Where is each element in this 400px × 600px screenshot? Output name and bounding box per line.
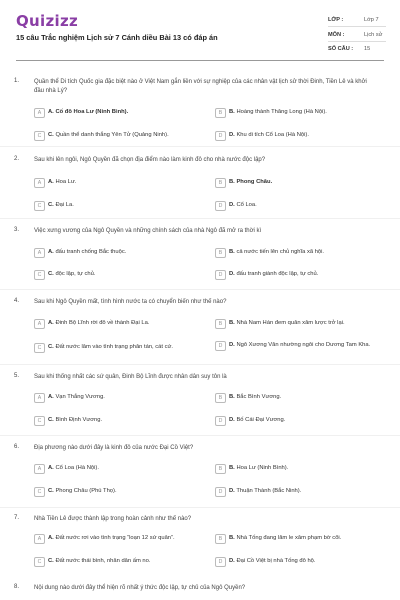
option-letter-box: A <box>34 248 45 258</box>
option-text: Khu di tích Cổ Loa (Hà Nội). <box>236 132 309 138</box>
question-number: 7. <box>14 515 20 521</box>
option-prefix: A. <box>48 465 54 471</box>
option-prefix: A. <box>48 109 54 115</box>
option-text: Thuận Thành (Bắc Ninh). <box>236 488 302 494</box>
option-prefix: C. <box>48 344 54 350</box>
option-letter-box: C <box>34 557 45 567</box>
option-prefix: B. <box>229 109 235 115</box>
option-text: Bố Cái Đại Vương. <box>236 417 286 423</box>
question-text: Sau khi Ngô Quyền mất, tình hình nước ta có chuyển biến như thế nào? <box>34 299 227 305</box>
option-text: Đại Cồ Việt bị nhà Tống đô hộ. <box>236 558 316 564</box>
option-letter-box: B <box>215 248 226 258</box>
header-divider <box>16 60 384 61</box>
option-text: Đất nước rơi vào tình trạng “loạn 12 sứ quân”. <box>55 535 175 541</box>
option-text: Cố đô Hoa Lư (Ninh Bình). <box>55 109 129 115</box>
option-prefix: D. <box>229 202 235 208</box>
option-prefix: D. <box>229 417 235 423</box>
option-prefix: C. <box>48 488 54 494</box>
option-letter-box: D <box>215 416 226 426</box>
option-text: Cổ Loa. <box>236 202 257 208</box>
question-text: Sau khi lên ngôi, Ngô Quyền đã chọn địa điểm nào làm kinh đô cho nhà nước độc lập? <box>34 157 266 163</box>
option-prefix: C. <box>48 132 54 138</box>
option-text: đấu tranh giành độc lập, tự chủ. <box>236 271 319 277</box>
option-text: Hoa Lư. <box>55 179 77 185</box>
quizizz-logo: Quizizz <box>16 12 79 30</box>
question-text: Sau khi thống nhất các sứ quân, Đinh Bộ Lĩnh được nhân dân suy tôn là <box>34 374 227 380</box>
option-letter-box: A <box>34 178 45 188</box>
option-letter-box: C <box>34 201 45 211</box>
question-number: 4. <box>14 298 20 304</box>
option-letter-box: C <box>34 131 45 141</box>
option-text: Vạn Thắng Vương. <box>55 394 105 400</box>
option-letter-box: D <box>215 270 226 280</box>
option-letter-box: C <box>34 416 45 426</box>
option-prefix: B. <box>229 320 235 326</box>
option-text: Bắc Bình Vương. <box>236 394 282 400</box>
meta-info <box>328 13 386 57</box>
meta-value-subject: Lịch sử <box>364 32 383 38</box>
option-prefix: D. <box>229 271 235 277</box>
meta-value-count: 15 <box>364 46 371 52</box>
option-letter-box: C <box>34 343 45 353</box>
option-prefix: D. <box>229 558 235 564</box>
question-number: 1. <box>14 78 20 84</box>
option-prefix: A. <box>48 394 54 400</box>
option-letter-box: D <box>215 201 226 211</box>
document-title: 15 câu Trắc nghiệm Lịch sử 7 Cánh diều Bài 13 có đáp án <box>16 33 218 42</box>
option-letter-box: B <box>215 178 226 188</box>
option-letter-box: C <box>34 487 45 497</box>
option-text: Bình Định Vương. <box>55 417 103 423</box>
option-prefix: C. <box>48 417 54 423</box>
meta-key-count: SỐ CÂU : <box>328 46 354 52</box>
option-text: Hoa Lư (Ninh Bình). <box>236 465 289 471</box>
option-prefix: A. <box>48 320 54 326</box>
option-letter-box: D <box>215 131 226 141</box>
question-number: 5. <box>14 373 20 379</box>
option-text: Đất nước thái bình, nhân dân ấm no. <box>55 558 151 564</box>
question-text: Việc xưng vương của Ngô Quyền và những chính sách của nhà Ngô đã mở ra thời kì <box>34 228 262 234</box>
option-text: Phong Châu (Phú Thọ). <box>55 488 117 494</box>
option-prefix: D. <box>229 132 235 138</box>
option-prefix: C. <box>48 271 54 277</box>
option-letter-box: B <box>215 534 226 544</box>
option-text: đấu tranh chống Bắc thuộc. <box>55 249 127 255</box>
option-text: cả nước tiến lên chủ nghĩa xã hội. <box>236 249 325 255</box>
option-text: Nhà Tống đang lăm le xâm phạm bờ cõi. <box>236 535 342 541</box>
option-text: Đại La. <box>55 202 74 208</box>
option-text: Cổ Loa (Hà Nội). <box>55 465 99 471</box>
option-letter-box: B <box>215 464 226 474</box>
option-letter-box: D <box>215 341 226 351</box>
option-prefix: A. <box>48 179 54 185</box>
question-text: Địa phương nào dưới đây là kinh đô của nước Đại Cồ Việt? <box>34 445 194 451</box>
option-prefix: B. <box>229 249 235 255</box>
option-text: Đất nước lâm vào tình trạng phân tán, cát cứ. <box>55 344 174 350</box>
option-letter-box: B <box>215 319 226 329</box>
option-letter-box: A <box>34 534 45 544</box>
option-letter-box: A <box>34 319 45 329</box>
meta-key-subject: MÔN : <box>328 32 345 38</box>
question-number: 2. <box>14 156 20 162</box>
option-prefix: C. <box>48 202 54 208</box>
meta-value-grade: Lớp 7 <box>364 17 379 23</box>
option-text: Quần thể danh thắng Yên Tử (Quảng Ninh). <box>55 132 169 138</box>
option-text: Đinh Bộ Lĩnh rời đô về thành Đại La. <box>55 320 150 326</box>
question-text: Quần thể Di tích Quốc gia đặc biệt nào ở Việt Nam gắn liền với sự nghiệp của các nhân vật lịch sử thời Đinh, Tiền Lê và khởi đầu nhà Lý? <box>34 79 367 94</box>
option-prefix: A. <box>48 535 54 541</box>
question-text: Nhà Tiền Lê được thành lập trong hoàn cảnh như thế nào? <box>34 516 192 522</box>
option-prefix: B. <box>229 535 235 541</box>
option-text: độc lập, tự chủ. <box>55 271 96 277</box>
option-prefix: B. <box>229 394 235 400</box>
option-letter-box: D <box>215 487 226 497</box>
question-text: Nội dung nào dưới đây thể hiện rõ nhất ý thức độc lập, tự chủ của Ngô Quyền? <box>34 585 246 591</box>
option-letter-box: A <box>34 393 45 403</box>
option-text: Phong Châu. <box>236 179 273 185</box>
option-letter-box: D <box>215 557 226 567</box>
option-prefix: B. <box>229 179 235 185</box>
option-prefix: D. <box>229 342 235 348</box>
option-text: Nhà Nam Hán đem quân xâm lược trở lại. <box>236 320 345 326</box>
option-prefix: C. <box>48 558 54 564</box>
option-prefix: B. <box>229 465 235 471</box>
question-number: 6. <box>14 444 20 450</box>
option-prefix: D. <box>229 488 235 494</box>
option-letter-box: C <box>34 270 45 280</box>
option-text: Ngô Xương Văn nhường ngôi cho Dương Tam Kha. <box>236 342 371 348</box>
option-letter-box: B <box>215 393 226 403</box>
question-number: 8. <box>14 584 20 590</box>
option-letter-box: A <box>34 464 45 474</box>
question-number: 3. <box>14 227 20 233</box>
option-text: Hoàng thành Thăng Long (Hà Nội). <box>236 109 327 115</box>
meta-key-grade: LỚP : <box>328 17 344 23</box>
option-letter-box: B <box>215 108 226 118</box>
option-letter-box: A <box>34 108 45 118</box>
option-prefix: A. <box>48 249 54 255</box>
